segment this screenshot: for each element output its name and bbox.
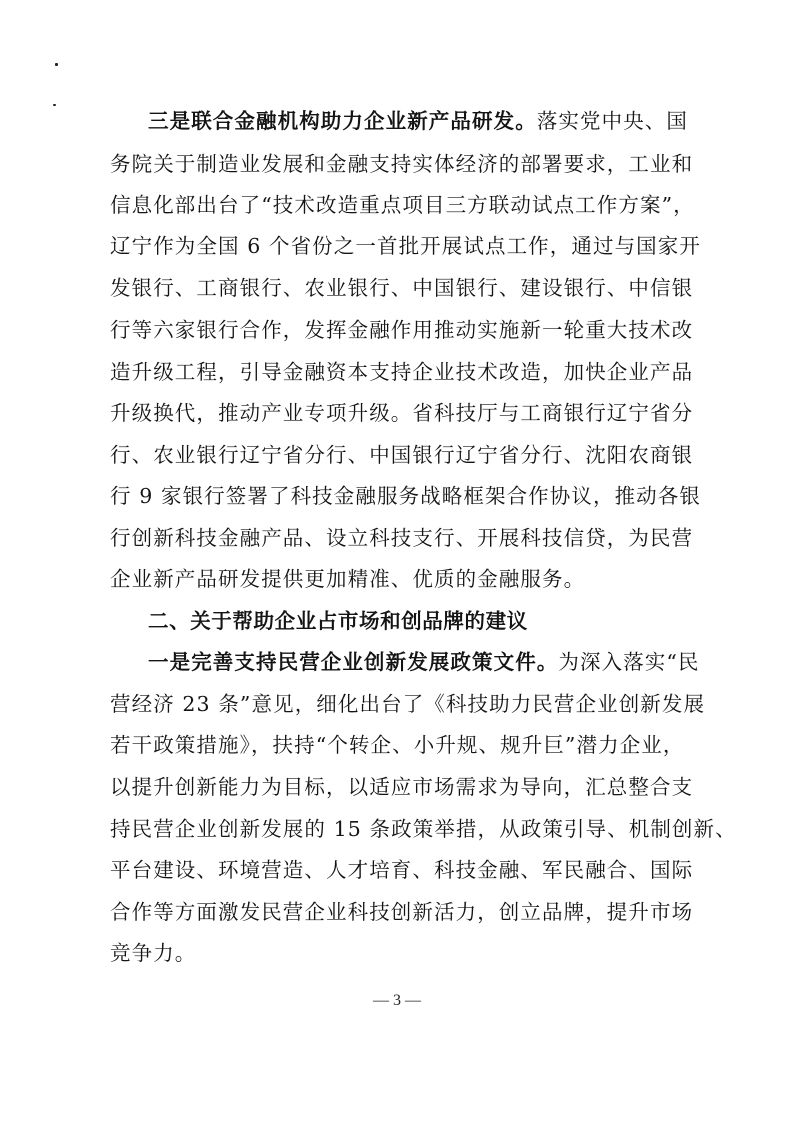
paragraph-line: 行、农业银行辽宁省分行、中国银行辽宁省分行、沈阳农商银 [110,443,694,467]
paragraph-line: 若干政策措施》，扶持“个转企、小升规、规升巨”潜力企业， [110,733,685,757]
paragraph-lead-bold: 三是联合金融机构助力企业新产品研发。 [148,109,537,133]
paragraph-line: 升级换代，推动产业专项升级。省科技厅与工商银行辽宁省分 [110,401,694,425]
paragraph-line: 平台建设、环境营造、人才培育、科技金融、军民融合、国际 [110,858,694,882]
paragraph-line: 行 9 家银行签署了科技金融服务战略框架合作协议，推动各银 [110,484,701,508]
section-heading: 二、关于帮助企业占市场和创品牌的建议 [148,609,528,633]
paragraph-line: 营经济 23 条”意见，细化出台了《科技助力民营企业创新发展 [110,692,706,716]
paragraph-line: 辽宁作为全国 6 个省份之一首批开展试点工作，通过与国家开 [110,234,701,258]
paragraph-line: 以提升创新能力为目标，以适应市场需求为导向，汇总整合支 [110,775,694,799]
paragraph-line: 务院关于制造业发展和金融支持实体经济的部署要求，工业和 [110,152,694,176]
paragraph-line-text: 为深入落实“民 [558,650,700,674]
paragraph-line: 合作等方面激发民营企业科技创新活力，创立品牌，提升市场 [110,900,694,924]
paragraph-line [148,650,700,674]
paragraph-line: 行创新科技金融产品、设立科技支行、开展科技信贷，为民营 [110,526,694,550]
paragraph-lead-bold: 一是完善支持民营企业创新发展政策文件。 [148,650,559,674]
scan-mark [55,63,58,66]
paragraph-line: 企业新产品研发提供更加精准、优质的金融服务。 [110,567,586,591]
paragraph-line: 竞争力。 [110,941,197,965]
paragraph-line: 持民营企业创新发展的 15 条政策举措，从政策引导、机制创新、 [110,817,737,841]
paragraph-line [148,109,688,133]
paragraph-line: 行等六家银行合作，发挥金融作用推动实施新一轮重大技术改 [110,318,694,342]
scan-mark [53,104,56,106]
page-number: — 3 — [373,992,421,1009]
paragraph-line: 造升级工程，引导金融资本支持企业技术改造，加快企业产品 [110,360,694,384]
paragraph-line: 信息化部出台了“技术改造重点项目三方联动试点工作方案”， [110,193,695,217]
paragraph-line-text: 落实党中央、国 [536,109,689,133]
paragraph-line: 发银行、工商银行、农业银行、中国银行、建设银行、中信银 [110,276,694,300]
